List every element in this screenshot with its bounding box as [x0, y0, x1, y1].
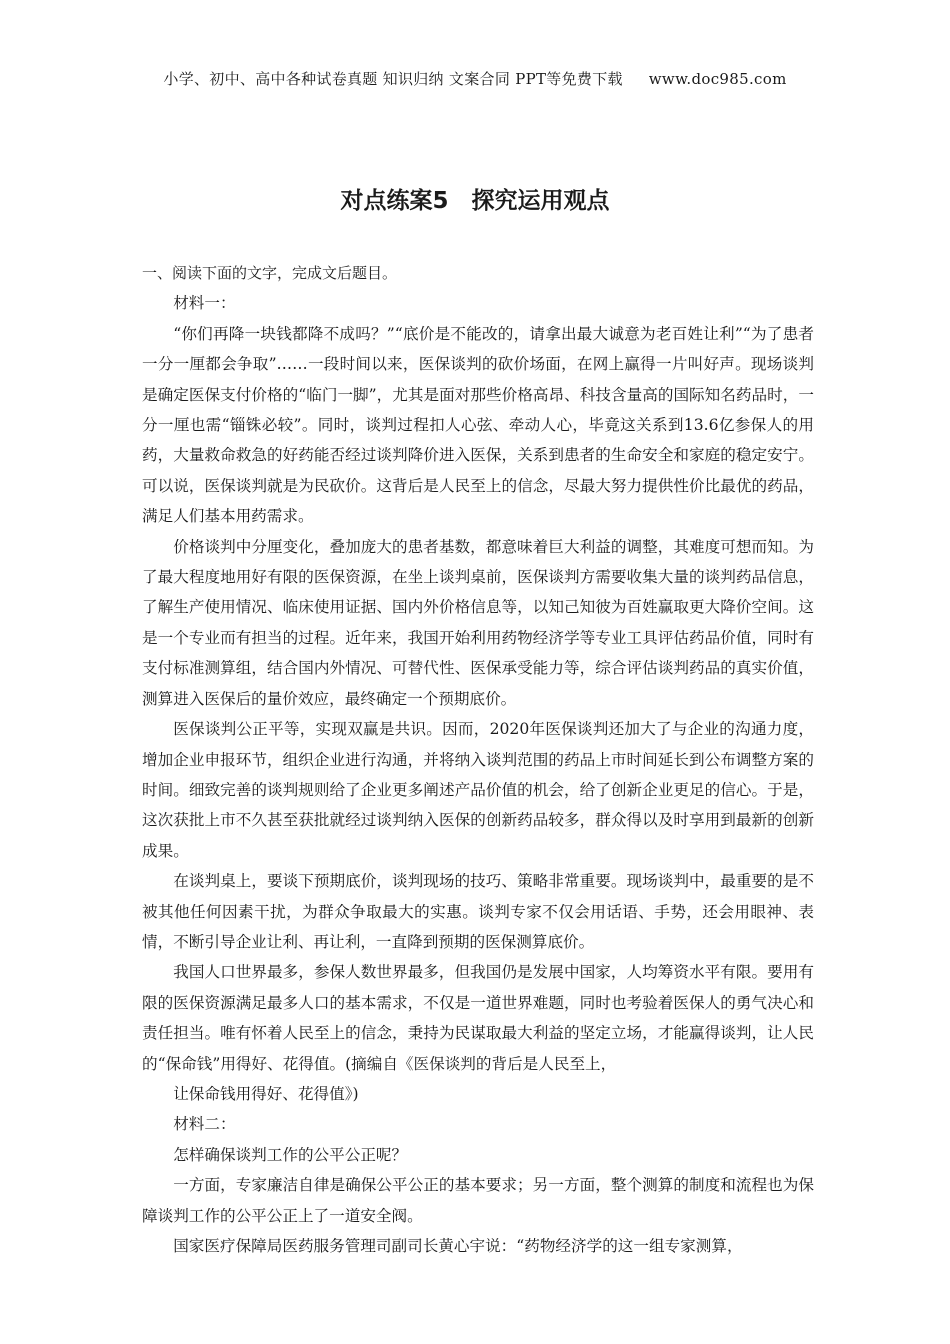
header-text: 小学、初中、高中各种试卷真题 知识归纳 文案合同 PPT等免费下载 [163, 70, 623, 88]
page-header [0, 68, 950, 89]
material-1-label: 材料一： [173, 294, 236, 313]
material-1-source: 让保命钱用得好、花得值》) [173, 1084, 359, 1103]
header-site-link[interactable]: www.doc985.com [648, 70, 787, 88]
material-1-paragraph: 医保谈判公正平等，实现双赢是共识。因而，2020年医保谈判还加大了与企业的沟通力度，增加企业申报环节，组织企业进行沟通，并将纳入谈判范围的药品上市时间延长到公布调整方案的时间。细致完善的谈判规则给了企业更多阐述产品价值的机会，给了创新企业更足的信心。于是，这次获批上市不久甚至获批就经过谈判纳入医保的创新药品较多，群众得以及时享用到最新的创新成果。 [142, 720, 814, 860]
material-2-label: 材料二： [173, 1115, 236, 1134]
material-2-paragraph: 怎样确保谈判工作的公平公正呢？ [173, 1145, 408, 1164]
material-1-paragraph: 在谈判桌上，要谈下预期底价，谈判现场的技巧、策略非常重要。现场谈判中，最重要的是不被其他任何因素干扰，为群众争取最大的实惠。谈判专家不仅会用话语、手势，还会用眼神、表情，不断引导企业让利、再让利，一直降到预期的医保测算底价。 [142, 872, 814, 951]
material-2-paragraph: 一方面，专家廉洁自律是确保公平公正的基本要求；另一方面，整个测算的制度和流程也为保障谈判工作的公平公正上了一道安全阀。 [142, 1176, 814, 1225]
material-1-paragraph: 价格谈判中分厘变化，叠加庞大的患者基数，都意味着巨大利益的调整，其难度可想而知。为了最大程度地用好有限的医保资源，在坐上谈判桌前，医保谈判方需要收集大量的谈判药品信息，了解生产使用情况、临床使用证据、国内外价格信息等，以知己知彼为百姓赢取更大降价空间。这是一个专业而有担当的过程。近年来，我国开始利用药物经济学等专业工具评估药品价值，同时有支付标准测算组，结合国内外情况、可替代性、医保承受能力等，综合评估谈判药品的真实价值，测算进入医保后的量价效应，最终确定一个预期底价。 [142, 537, 814, 708]
question-prompt: 一、阅读下面的文字，完成文后题目。 [142, 264, 398, 282]
document-body [142, 258, 814, 1261]
material-1-paragraph: “你们再降一块钱都降不成吗？”“底价是不能改的，请拿出最大诚意为老百姓让利”“为了患者一分一厘都会争取”……一段时间以来，医保谈判的砍价场面，在网上赢得一片叫好声。现场谈判是确定医保支付价格的“临门一脚”，尤其是面对那些价格高昂、科技含量高的国际知名药品时，一分一厘也需“锱铢必较”。同时，谈判过程扣人心弦、牵动人心，毕竟这关系到13.6亿参保人的用药，大量救命救急的好药能否经过谈判降价进入医保，关系到患者的生命安全和家庭的稳定安宁。可以说，医保谈判就是为民砍价。这背后是人民至上的信念，尽最大努力提供性价比最优的药品，满足人们基本用药需求。 [142, 324, 814, 526]
material-2-paragraph: 国家医疗保障局医药服务管理司副司长黄心宇说：“药物经济学的这一组专家测算， [173, 1237, 743, 1255]
page-title: 对点练案5 探究运用观点 [340, 188, 610, 214]
material-1-paragraph: 我国人口世界最多，参保人数世界最多，但我国仍是发展中国家，人均筹资水平有限。要用有限的医保资源满足最多人口的基本需求，不仅是一道世界难题，同时也考验着医保人的勇气决心和责任担当。唯有怀着人民至上的信念，秉持为民谋取最大利益的坚定立场，才能赢得谈判，让人民的“保命钱”用得好、花得值。(摘编自《医保谈判的背后是人民至上， [142, 963, 814, 1073]
